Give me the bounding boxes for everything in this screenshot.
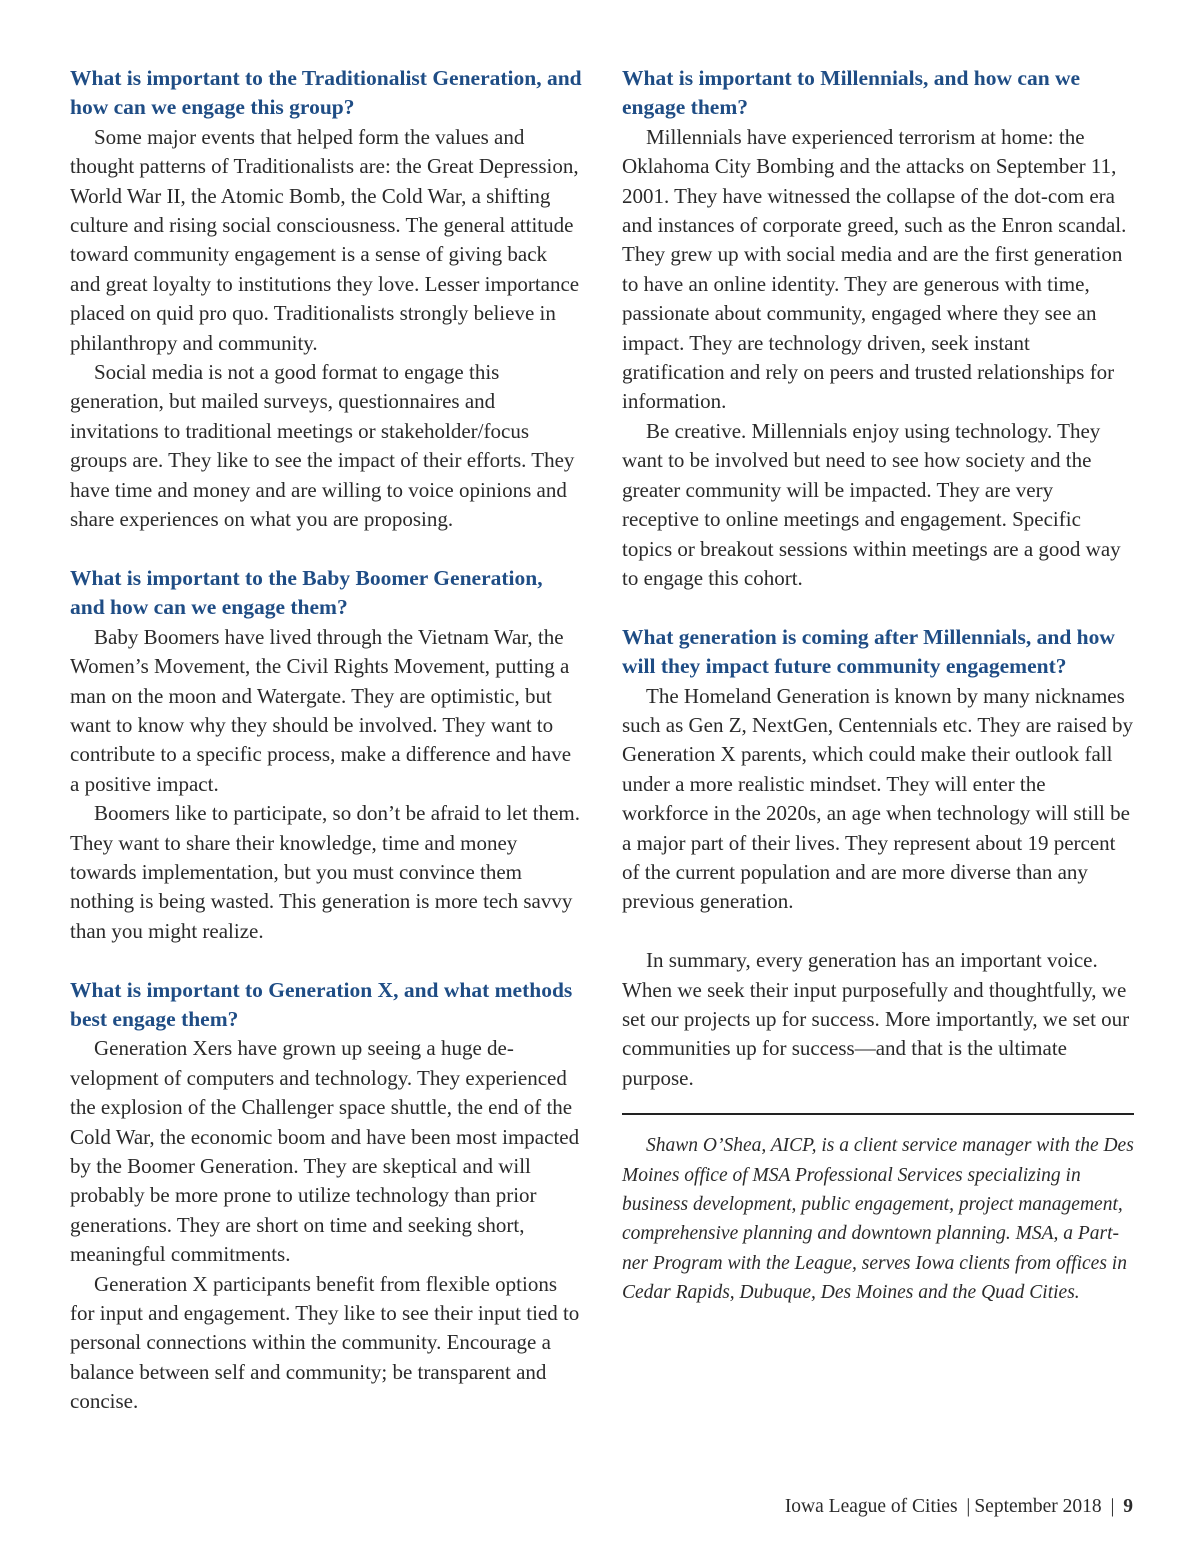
author-bio: Shawn O’Shea, AICP, is a client service manager with the Des Moines office of MSA Professional Services specializing in business development, public engagement, project management, comprehensive planning and downtown planning. MSA, a Partner Program with the League, serves Iowa clients from offices in Cedar Rapids, Dubuque, Des Moines and the Quad Cities. [622,1135,1134,1304]
traditionalist-heading: What is important to the Traditionalist Generation, and how can we engage this group? [70,66,582,120]
baby-boomer-paragraph-1: Baby Boomers have lived through the Vietnam War, the Women’s Movement, the Civil Rights Movement, putting a man on the moon and Watergate. They are optimistic, but want to know why they should be involved. They want to contribute to a specific process, make a difference and have a positive impact. [70,624,572,796]
footer-publication: Iowa League of Cities [784,1496,958,1517]
baby-boomer-paragraph-2: Boomers like to participate, so don’t be afraid to let them. They want to share their knowledge, time and money towards implementation, but you must convince them nothing is being wasted. This generation is more tech savvy than you might realize. [70,801,580,943]
section-spacer [622,593,1134,622]
page-footer [600,1496,1133,1518]
baby-boomer-heading: What is important to the Baby Boomer Generation, and how can we engage them? [70,565,543,620]
traditionalist-section [70,64,582,535]
section-spacer [70,946,582,975]
homeland-generation-paragraph: The Homeland Generation is known by many nicknames such as Gen Z, NextGen, Centennials etc. They are raised by Generation X parents, which could make their outlook fall under a more realistic mindset. They will enter the workforce in the 2020s, an age when technology will still be a major part of their lives. They represent about 19 percent of the current population and are more diverse than any previous generation. [622,683,1134,914]
right-column [622,64,1134,1308]
millennials-heading: What is important to Millennials, and how can we engage them? [622,66,1081,120]
section-spacer [70,535,582,564]
author-divider [622,1113,1134,1115]
footer-separator: | [966,1496,971,1517]
millennials-paragraph-1: Millennials have experienced terrorism at home: the Oklahoma City Bombing and the attacks on September 11, 2001. They have witnessed the collapse of the dot-com era and instances of corporate greed, such as the Enron scandal. They grew up with social media and are the first generation to have an online identity. They are generous with time, passionate about community, engaged where they see an impact. They are technology driven, seek instant gratification and rely on peers and trusted relationships for information. [622,124,1127,414]
millennials-paragraph-2: Be creative. Millennials enjoy using technology. They want to be involved but need to see how society and the greater community will be impacted. They are very receptive to online meetings and engagement. Specific topics or breakout sessions within meetings are a good way to engage this cohort. [622,418,1121,590]
millennials-section [622,64,1134,593]
summary-paragraph: In summary, every generation has an important voice. When we seek their input purposefully and thoughtfully, we set our projects up for success. More importantly, we set our communities up for success—and that is the ultimate purpose. [622,948,1130,1090]
page-number: 9 [1123,1496,1133,1517]
generation-x-paragraph-1: Generation Xers have grown up seeing a huge development of computers and technology. They experienced the explosion of the Challenger space shuttle, the end of the Cold War, the economic boom and have been most impacted by the Boomer Generation. They are skeptical and will probably be more prone to utilize technology than prior generations. They are short on time and seeking short, meaningful commitments. [70,1036,580,1267]
generation-x-heading: What is important to Generation X, and what methods best engage them? [70,977,573,1031]
baby-boomer-section [70,564,582,946]
section-spacer [622,917,1134,946]
left-column [70,64,582,1417]
footer-issue: September 2018 [974,1496,1102,1517]
generation-x-section [70,976,582,1417]
homeland-generation-section [622,623,1134,917]
generation-x-paragraph-2: Generation X participants benefit from flexible options for input and engagement. They like to see their input tied to personal connections within the community. Encourage a balance between self and community; be transparent and concise. [70,1271,580,1414]
traditionalist-paragraph-1: Some major events that helped form the values and thought patterns of Traditionalists are: the Great Depression, World War II, the Atomic Bomb, the Cold War, a shifting culture and rising social consciousness. The general attitude toward community engagement is a sense of giving back and great loyalty to institutions they love. Lesser importance placed on quid pro quo. Traditionalists strongly believe in philanthropy and community. [70,124,580,355]
footer-separator: | [1110,1496,1115,1517]
traditionalist-paragraph-2: Social media is not a good format to engage this generation, but mailed surveys, questionnaires and invitations to traditional meetings or stakeholder/focus groups are. They like to see the impact of their efforts. They have time and money and are willing to voice opinions and share experiences on what you are proposing. [70,360,575,532]
homeland-generation-heading: What generation is coming after Millennials, and how will they impact future community engagement? [622,624,1115,679]
